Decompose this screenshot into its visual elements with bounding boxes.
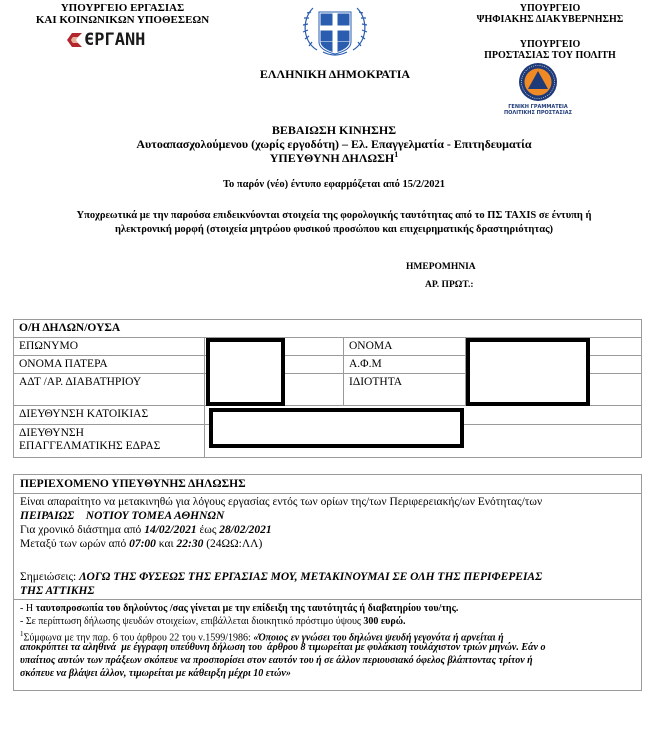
capacity-label: ΙΔΙΟΤΗΤΑ (349, 376, 403, 388)
ergani-emblem-icon (64, 29, 86, 51)
hours-format: (24ΩΩ:ΛΛ) (203, 538, 263, 550)
obligatory-notice (20, 209, 648, 237)
afm-label: Α.Φ.Μ (349, 358, 382, 370)
ergani-logo-text: ЄΡΓΑΝΗ (84, 30, 146, 50)
ministry-digital-line2: ΨΗΦΙΑΚΗΣ ΔΙΑΚΥΒΕΡΝΗΣΗΣ (476, 14, 624, 25)
footnote-quote-line3: υπαίτιος αυτών των πράξεων σκόπευε να προσπορίσει στον εαυτόν του ή σε άλλον περιουσιακό όφελος βλάπτοντας τρίτον ή (20, 655, 533, 666)
civil-caption-line1: ΓΕΝΙΚΗ ΓΡΑΜΜΑΤΕΙΑ (508, 104, 568, 110)
protocol-number-label: ΑΡ. ΠΡΩΤ.: (425, 280, 474, 290)
content-header: ΠΕΡΙΕΧΟΜΕΝΟ ΥΠΕΥΘΥΝΗΣ ΔΗΛΩΣΗΣ (20, 478, 246, 490)
id-number-label: ΑΔΤ /ΑΡ. ΔΙΑΒΑΤΗΡΙΟΥ (19, 376, 142, 388)
footnote-mark: 1 (20, 630, 24, 638)
republic-title: ΕΛΛΗΝΙΚΗ ΔΗΜΟΚΡΑΤΙΑ (259, 67, 411, 81)
redacted-surname-father-id (206, 338, 285, 406)
footnote-marker: 1 (394, 150, 399, 159)
declarant-table (13, 319, 642, 458)
obligatory-notice-line1: Υποχρεωτικά με την παρούσα επιδεικνύονται στοιχεία της φορολογικής ταυτότητας από το ΠΣ TAXIS σε έντυπη ή (76, 210, 592, 221)
ministry-labour-line2: ΚΑΙ ΚΟΙΝΩΝΙΚΩΝ ΥΠΟΘΕΣΕΩΝ (35, 14, 210, 26)
period-line (20, 524, 635, 537)
identity-prefix: - Η (20, 603, 36, 614)
declaration-content-table (13, 474, 642, 691)
ministry-civil-line2: ΠΡΟΣΤΑΣΙΑΣ ΤΟΥ ΠΟΛΙΤΗ (484, 50, 616, 61)
business-address-label-line1: ΔΙΕΥΘΥΝΣΗ (19, 427, 84, 439)
declarant-header: Ο/Η ΔΗΛΩΝ/ΟΥΣΑ (19, 322, 121, 334)
civil-protection-caption (500, 104, 576, 116)
home-address-label: ΔΙΕΥΘΥΝΣΗ ΚΑΤΟΙΚΙΑΣ (19, 408, 149, 420)
title-line3-text: ΥΠΕΥΘΥΝΗ ΔΗΛΩΣΗ (269, 151, 395, 165)
hours-prefix: Μεταξύ των ωρών από (20, 538, 130, 550)
title-line2: Αυτοαπασχολούμενου (χωρίς εργοδότη) – Ελ. Επαγγελματία - Επιτηδευματία (136, 137, 532, 151)
redacted-addresses (209, 408, 464, 448)
notes-label: Σημειώσεις: (20, 571, 80, 583)
period-prefix: Για χρονικό διάστημα από (20, 524, 145, 536)
applies-from-notice: Το παρόν (νέο) έντυπο εφαρμόζεται από 15/2/2021 (222, 179, 446, 190)
business-address-label (19, 427, 160, 453)
title-line1: ΒΕΒΑΙΩΣΗ ΚΙΝΗΣΗΣ (271, 123, 397, 137)
period-mid: έως (196, 524, 220, 536)
redacted-name-afm-capacity (466, 338, 590, 406)
name-label: ΟΝΟΜΑ (349, 340, 393, 352)
coat-of-arms-icon (295, 2, 375, 62)
row-divider (14, 599, 641, 600)
surname-label: ΕΠΩΝΥΜΟ (19, 340, 79, 352)
notes-value-line2: ΤΗΣ ΑΤΤΙΚΗΣ (20, 585, 95, 597)
footnote-quote-line4: σκόπευε να βλάψει άλλον, τιμωρείται με κάθειρξη μέχρι 10 ετών» (20, 668, 291, 679)
ministry-labour-line1: ΥΠΟΥΡΓΕΙΟ ΕΡΓΑΣΙΑΣ (60, 2, 185, 14)
regions-value: ΠΕΙΡΑΙΩΣ ΝΟΤΙΟΥ ΤΟΜΕΑ ΑΘΗΝΩΝ (20, 510, 225, 522)
footnote-quote-line1: «Όποιος εν γνώσει του δηλώνει ψευδή γεγονότα ή αρνείται ή (253, 632, 504, 644)
notes-line (20, 571, 635, 584)
footnote-quote-line2: αποκρύπτει τα αληθινά με έγγραφη υπεύθυνη δήλωση του άρθρου 8 τιμωρείται με φυλάκιση τουλάχιστον τριών μηνών. Εάν ο (20, 642, 546, 653)
father-name-label: ΟΝΟΜΑ ΠΑΤΕΡΑ (19, 358, 108, 370)
column-divider (343, 337, 344, 405)
period-from-value: 14/02/2021 (144, 524, 197, 536)
title-line3 (0, 151, 668, 165)
movement-intro: Είναι απαραίτητο να μετακινηθώ για λόγους εργασίας εντός των ορίων της/των Περιφερειακής/ων Ενότητας/των (20, 496, 543, 508)
notes-value-line1: ΛΟΓΩ ΤΗΣ ΦΥΣΕΩΣ ΤΗΣ ΕΡΓΑΣΙΑΣ ΜΟΥ, ΜΕΤΑΚΙΝΟΥΜΑΙ ΣΕ ΟΛΗ ΤΗΣ ΠΕΡΙΦΕΡΕΙΑΣ (79, 571, 543, 583)
ergani-logo (62, 29, 172, 51)
civil-caption-line2: ΠΟΛΙΤΙΚΗΣ ΠΡΟΣΤΑΣΙΑΣ (503, 110, 572, 116)
document-title (0, 123, 668, 165)
civil-protection-icon (518, 62, 558, 102)
identity-text: ταυτοπροσωπία του δηλούντος /σας γίνεται με την επίδειξη της ταυτότητάς ή διαβατηρίου του/της. (35, 603, 459, 614)
ministry-labour-title (0, 2, 245, 26)
identity-notice (20, 602, 635, 615)
ministry-digital-title (450, 3, 650, 25)
obligatory-notice-line2: ηλεκτρονική μορφή (στοιχεία μητρώου φυσικού προσώπου και επιχειρηματικής δραστηριότητας) (114, 224, 554, 235)
ministry-civil-line1: ΥΠΟΥΡΓΕΙΟ (519, 39, 581, 50)
ministry-civil-title (450, 39, 650, 61)
footnote-prefix: Σύμφωνα με την παρ. 6 του άρθρου 22 του ν.1599/1986: (23, 632, 254, 644)
period-to-value: 28/02/2021 (219, 524, 272, 536)
hours-to-value: 22:30 (176, 538, 204, 550)
row-divider (14, 493, 641, 494)
hours-from-value: 07:00 (129, 538, 156, 550)
greek-coat-of-arms (295, 2, 375, 62)
column-divider (204, 337, 205, 457)
hours-line (20, 538, 635, 551)
penalty-amount: 300 ευρώ. (363, 616, 406, 627)
hours-mid: και (155, 538, 177, 550)
penalty-notice (20, 615, 635, 628)
civil-protection-logo (518, 62, 558, 102)
date-label: ΗΜΕΡΟΜΗΝΙΑ (406, 262, 476, 272)
ministry-digital-line1: ΥΠΟΥΡΓΕΙΟ (519, 3, 581, 14)
business-address-label-line2: ΕΠΑΓΓΕΛΜΑΤΙΚΗΣ ΕΔΡΑΣ (19, 440, 161, 452)
penalty-text: - Σε περίπτωση δήλωσης ψευδών στοιχείων, επιβάλλεται διοικητικό πρόστιμο ύψους (20, 616, 364, 627)
